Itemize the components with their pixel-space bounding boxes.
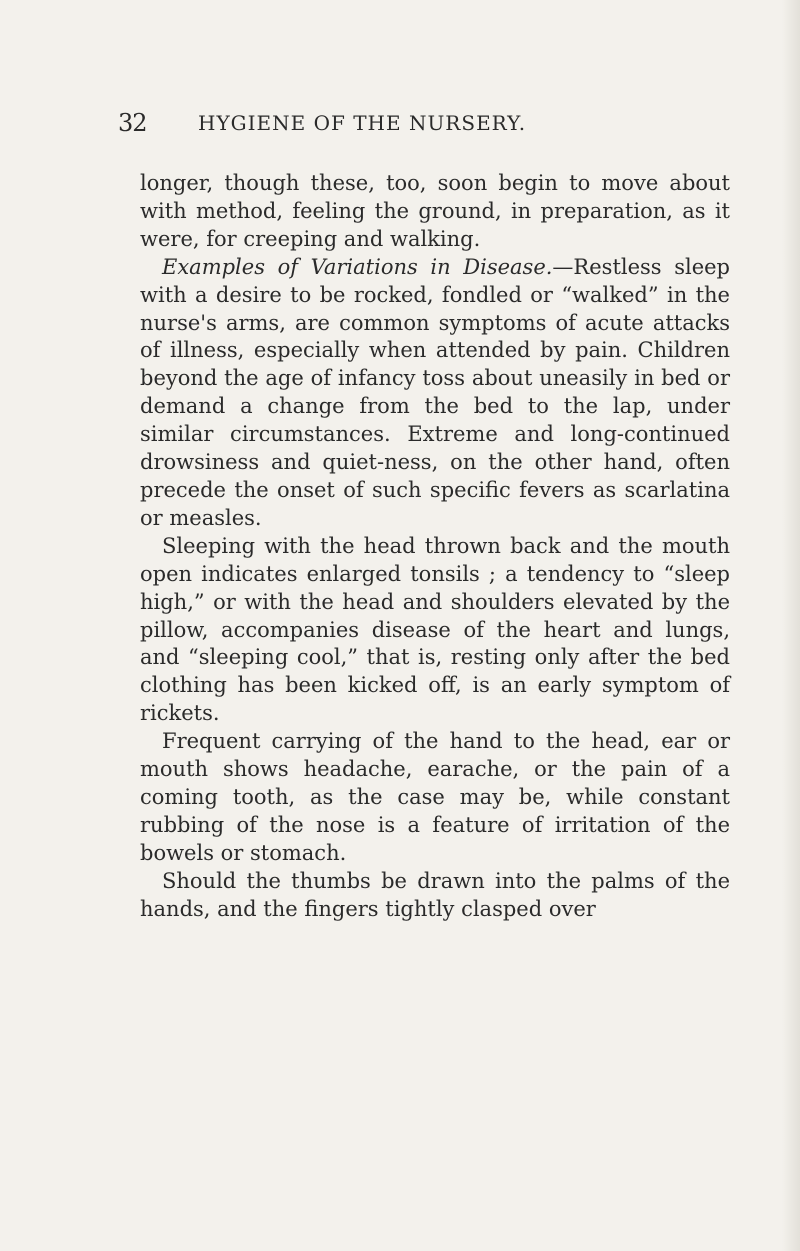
running-title: HYGIENE OF THE NURSERY.: [198, 111, 527, 135]
body-text: [140, 170, 730, 923]
paragraph: [140, 728, 730, 868]
paragraph-text: —Restless sleep with a desire to be rocked, fondled or “walked” in the nurse's arms, are common symptoms of acute attacks of illness, especially when attended by pain. Children beyond the age of infancy toss about uneasily in bed or demand a change from the bed to the lap, under similar circumstances. Extreme and long-continued drowsiness and quiet-ness, on the other hand, often precede the onset of such specific fevers as scarlatina or measles.: [140, 254, 730, 530]
paragraph: [140, 533, 730, 728]
page-number: 32: [118, 109, 147, 137]
paragraph-text: Frequent carrying of the hand to the head, ear or mouth shows headache, earache, or the pain of a coming tooth, as the case may be, while constant rubbing of the nose is a feature of irritation of the bowels or stomach.: [140, 729, 730, 865]
paragraph: [140, 170, 730, 254]
paragraph-text: longer, though these, too, soon begin to move about with method, feeling the ground, in preparation, as it were, for creeping and walking.: [140, 171, 730, 251]
paragraph-text: Sleeping with the head thrown back and the mouth open indicates enlarged tonsils ; a tendency to “sleep high,” or with the head and shoulders elevated by the pillow, accompanies disease of the heart and lungs, and “sleeping cool,” that is, resting only after the bed clothing has been kicked off, is an early symptom of rickets.: [140, 533, 730, 726]
page-edge-shadow: [782, 0, 800, 1251]
paragraph-text: Should the thumbs be drawn into the palms of the hands, and the fingers tightly clasped over: [140, 868, 730, 921]
paragraph: [140, 868, 730, 924]
page-header: [118, 108, 718, 138]
paragraph: [140, 254, 730, 533]
section-heading: Examples of Variations in Disease.: [162, 254, 553, 279]
